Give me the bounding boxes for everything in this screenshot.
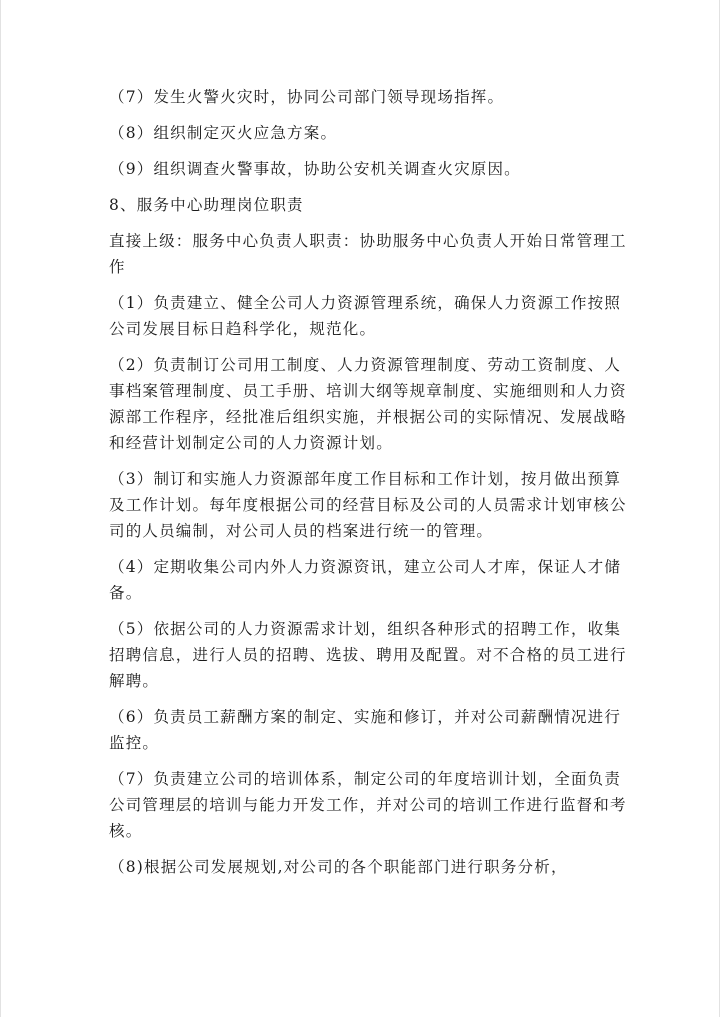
- paragraph: （5）依据公司的人力资源需求计划，组织各种形式的招聘工作，收集招聘信息，进行人员的招聘、选拔、聘用及配置。对不合格的员工进行解聘。: [109, 620, 627, 690]
- paragraph: （3）制订和实施人力资源部年度工作目标和工作计划，按月做出预算及工作计划。每年度根据公司的经营目标及公司的人员需求计划审核公司的人员编制，对公司人员的档案进行统一的管理。: [109, 470, 627, 540]
- paragraph: （9）组织调查火警事故，协助公安机关调查火灾原因。: [109, 160, 521, 178]
- section-heading: 8、服务中心助理岗位职责: [109, 196, 304, 214]
- paragraph: （7）负责建立公司的培训体系，制定公司的年度培训计划，全面负责公司管理层的培训与能力开发工作，并对公司的培训工作进行监督和考核。: [109, 770, 627, 840]
- paragraph: （2）负责制订公司用工制度、人力资源管理制度、劳动工资制度、人事档案管理制度、员工手册、培训大纲等规章制度、实施细则和人力资源部工作程序，经批准后组织实施，并根据公司的实际情况、发展战略和经营计划制定公司的人力资源计划。: [109, 356, 627, 452]
- paragraph: （8)根据公司发展规划,对公司的各个职能部门进行职务分析，: [109, 858, 568, 876]
- paragraph: 直接上级：服务中心负责人职责：协助服务中心负责人开始日常管理工作: [109, 232, 627, 276]
- paragraph: （8）组织制定灭火应急方案。: [109, 124, 338, 142]
- paragraph: （1）负责建立、健全公司人力资源管理系统，确保人力资源工作按照公司发展目标日趋科学化，规范化。: [109, 294, 622, 338]
- paragraph: （6）负责员工薪酬方案的制定、实施和修订，并对公司薪酬情况进行监控。: [109, 708, 622, 752]
- paragraph: （7）发生火警火灾时，协同公司部门领导现场指挥。: [109, 88, 505, 106]
- document-body: [109, 84, 634, 890]
- paragraph: （4）定期收集公司内外人力资源资讯，建立公司人才库，保证人才储备。: [109, 558, 622, 602]
